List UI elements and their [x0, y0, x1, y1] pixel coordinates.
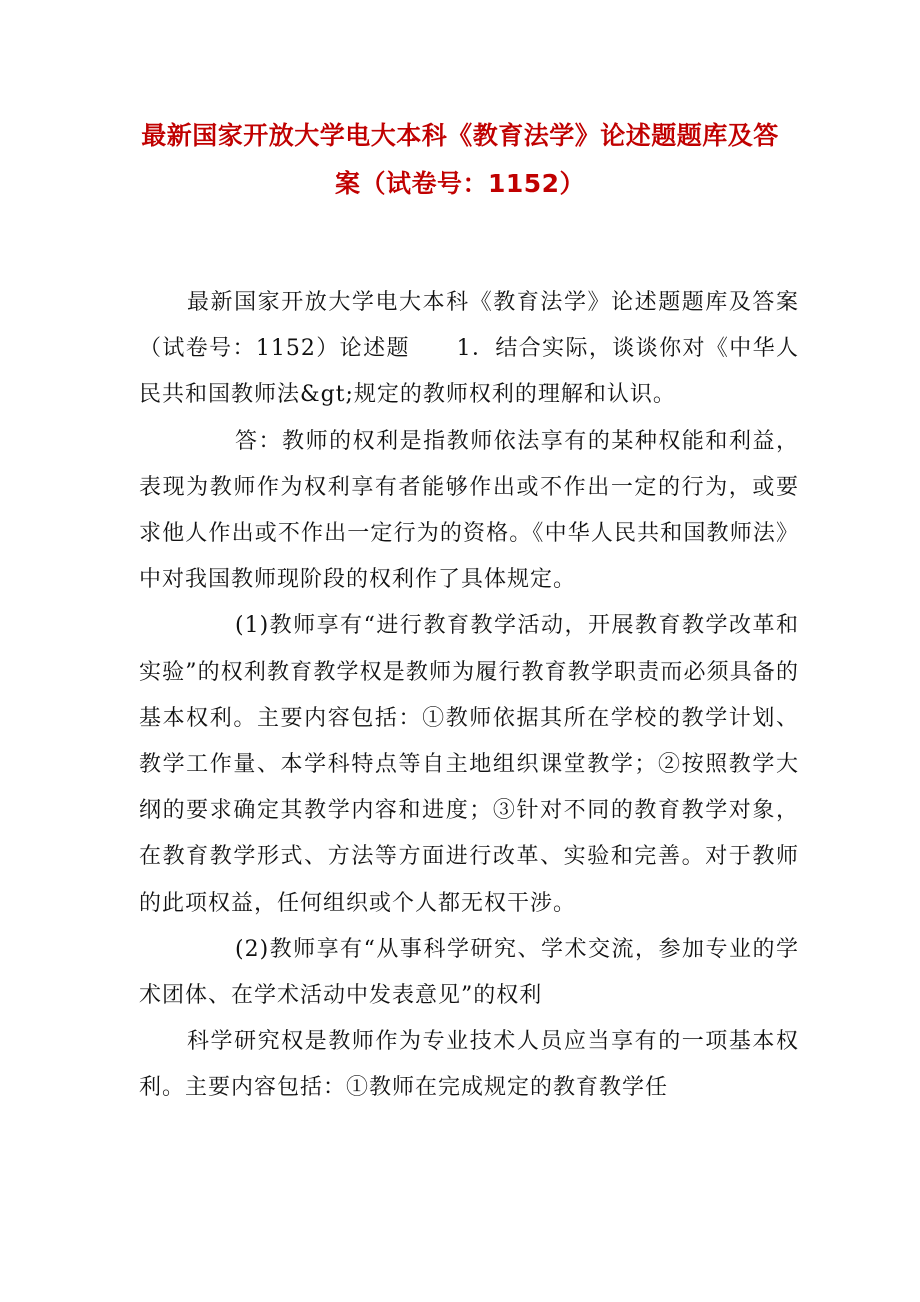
paragraph-point-2: (2)教师享有“从事科学研究、学术交流，参加专业的学术团体、在学术活动中发表意见”的权利 [139, 936, 799, 1009]
document-title: 最新国家开放大学电大本科《教育法学》论述题题库及答案（试卷号：1152） [141, 121, 779, 198]
paragraph-intro: 最新国家开放大学电大本科《教育法学》论述题题库及答案（试卷号：1152）论述题 1．结合实际，谈谈你对《中华人民共和国教师法&gt;规定的教师权利的理解和认识。 [139, 290, 799, 408]
paragraph-answer: 答：教师的权利是指教师依法享有的某种权能和利益，表现为教师作为权利享有者能够作出或不作出一定的行为，或要求他人作出或不作出一定行为的资格。《中华人民共和国教师法》中对我国教师现阶段的权利作了具体规定。 [139, 428, 799, 593]
paragraph-research: 科学研究权是教师作为专业技术人员应当享有的一项基本权利。主要内容包括：①教师在完成规定的教育教学任 [139, 1029, 799, 1101]
paragraph-point-1: (1)教师享有“进行教育教学活动，开展教育教学改革和实验”的权利教育教学权是教师为履行教育教学职责而必须具备的基本权利。主要内容包括：①教师依据其所在学校的教学计划、教学工作量、本学科特点等自主地组织课堂教学；②按照教学大纲的要求确定其教学内容和进度；③针对不同的教育教学对象，在教育教学形式、方法等方面进行改革、实验和完善。对于教师的此项权益，任何组织或个人都无权干涉。 [139, 613, 799, 916]
document-body [139, 280, 799, 1112]
